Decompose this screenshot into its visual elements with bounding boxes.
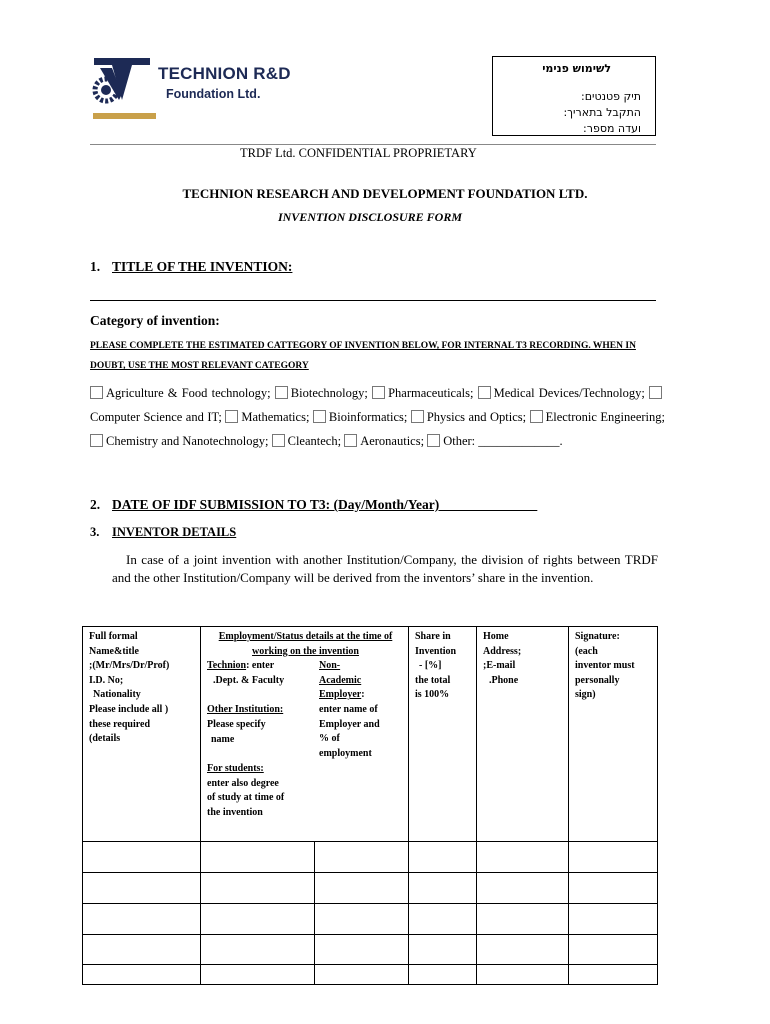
- checkbox-agriculture[interactable]: [90, 386, 103, 399]
- checkbox-pharmaceuticals[interactable]: [372, 386, 385, 399]
- patent-file-field: תיק פטנטים:: [581, 90, 641, 103]
- category-computer-science: Computer Science and IT;: [90, 410, 222, 424]
- employment-title: Employment/Status details at the time of working on the invention: [218, 631, 393, 657]
- logo-gold-bar: [93, 113, 156, 119]
- category-pharmaceuticals: Pharmaceuticals;: [388, 386, 474, 400]
- category-checkbox-list: [90, 381, 665, 453]
- section-3-heading: [90, 525, 236, 540]
- table-row: [83, 873, 658, 904]
- table-row: [83, 935, 658, 965]
- checkbox-medical-devices[interactable]: [478, 386, 491, 399]
- committee-number-field: ועדה מספר:: [583, 122, 641, 135]
- category-mathematics: Mathematics;: [241, 410, 310, 424]
- section-2-number: 2.: [90, 497, 101, 512]
- checkbox-mathematics[interactable]: [225, 410, 238, 423]
- category-chemistry-nanotechnology: Chemistry and Nanotechnology;: [106, 434, 269, 448]
- logo-subtitle: Foundation Ltd.: [166, 87, 261, 101]
- category-label: Category of invention:: [90, 313, 220, 328]
- category-other: Other: _____________.: [443, 434, 563, 448]
- category-cleantech: Cleantech;: [287, 434, 342, 448]
- internal-use-title: לשימוש פנימי: [542, 62, 611, 75]
- header-employment: Employment/Status details at the time of working on the invention Technion: enter .Dept. & Faculty Other Institution: Please specify name For students: enter also degree of study at time of the invention Non- Academic Employer: enter name of Employer and % of employment: [201, 627, 409, 842]
- section-1-heading: [90, 259, 292, 275]
- internal-use-box: [492, 56, 656, 136]
- header-full-name: Full formal Name&title ;(Mr/Mrs/Dr/Prof) I.D. No; Nationality Please include all ) these required (details: [83, 627, 201, 842]
- joint-invention-paragraph: [112, 551, 658, 587]
- invention-title-input-line[interactable]: [90, 300, 656, 301]
- logo-name: TECHNION R&D: [158, 64, 291, 83]
- category-electronic-engineering: Electronic Engineering;: [545, 410, 665, 424]
- checkbox-bioinformatics[interactable]: [313, 410, 326, 423]
- checkbox-cleantech[interactable]: [272, 434, 285, 447]
- other-institution-label: Other Institution:: [207, 704, 284, 716]
- checkbox-biotechnology[interactable]: [275, 386, 288, 399]
- table-row: [83, 842, 658, 873]
- technion-logo-icon: [92, 56, 152, 106]
- inventor-details-table: [82, 626, 658, 985]
- table-row: [83, 904, 658, 935]
- section-1-label: TITLE OF THE INVENTION:: [112, 259, 293, 274]
- section-1-number: 1.: [90, 259, 101, 274]
- checkbox-electronic-engineering[interactable]: [530, 410, 543, 423]
- section-3-label: INVENTOR DETAILS: [112, 525, 237, 539]
- checkbox-other[interactable]: [427, 434, 440, 447]
- table-header-row: [83, 627, 658, 842]
- category-note: PLEASE COMPLETE THE ESTIMATED CATTEGORY OF INVENTION BELOW, FOR INTERNAL T3 RECORDING. WHEN IN DOUBT, USE THE MOST RELEVANT CATEGORY: [90, 341, 636, 371]
- category-aeronautics: Aeronautics;: [360, 434, 425, 448]
- technion-label: Technion: [207, 660, 247, 672]
- header-rule: [90, 144, 656, 145]
- header-share: Share in Invention - [%] the total is 100%: [409, 627, 477, 842]
- checkbox-computer-science[interactable]: [649, 386, 662, 399]
- category-agriculture: Agriculture & Food technology;: [106, 386, 271, 400]
- header-home-address: Home Address; ;E-mail .Phone: [477, 627, 569, 842]
- category-biotechnology: Biotechnology;: [290, 386, 368, 400]
- section-3-number: 3.: [90, 525, 100, 539]
- category-bioinformatics: Bioinformatics;: [328, 410, 408, 424]
- section-2-label[interactable]: DATE OF IDF SUBMISSION TO T3: (Day/Month/Year) ______________: [112, 497, 538, 512]
- form-title: INVENTION DISCLOSURE FORM: [277, 210, 463, 224]
- category-medical-devices: Medical Devices/Technology;: [493, 386, 645, 400]
- students-label: For students:: [207, 763, 264, 775]
- checkbox-physics[interactable]: [411, 410, 424, 423]
- paragraph-text: In case of a joint invention with another Institution/Company, the division of rights between TRDF and the other Institution/Company will be derived from the inventors’ share in the invention.: [112, 552, 658, 585]
- organization-title: TECHNION RESEARCH AND DEVELOPMENT FOUNDATION LTD.: [182, 186, 588, 201]
- table-row: [83, 965, 658, 985]
- checkbox-aeronautics[interactable]: [344, 434, 357, 447]
- confidential-label: TRDF Ltd. CONFIDENTIAL PROPRIETARY: [240, 146, 477, 160]
- section-2-heading: [90, 497, 537, 513]
- header-signature: Signature: (each inventor must personally sign): [569, 627, 658, 842]
- received-date-field: התקבל בתאריך:: [563, 106, 641, 119]
- category-physics: Physics and Optics;: [426, 410, 527, 424]
- checkbox-chemistry-nanotechnology[interactable]: [90, 434, 103, 447]
